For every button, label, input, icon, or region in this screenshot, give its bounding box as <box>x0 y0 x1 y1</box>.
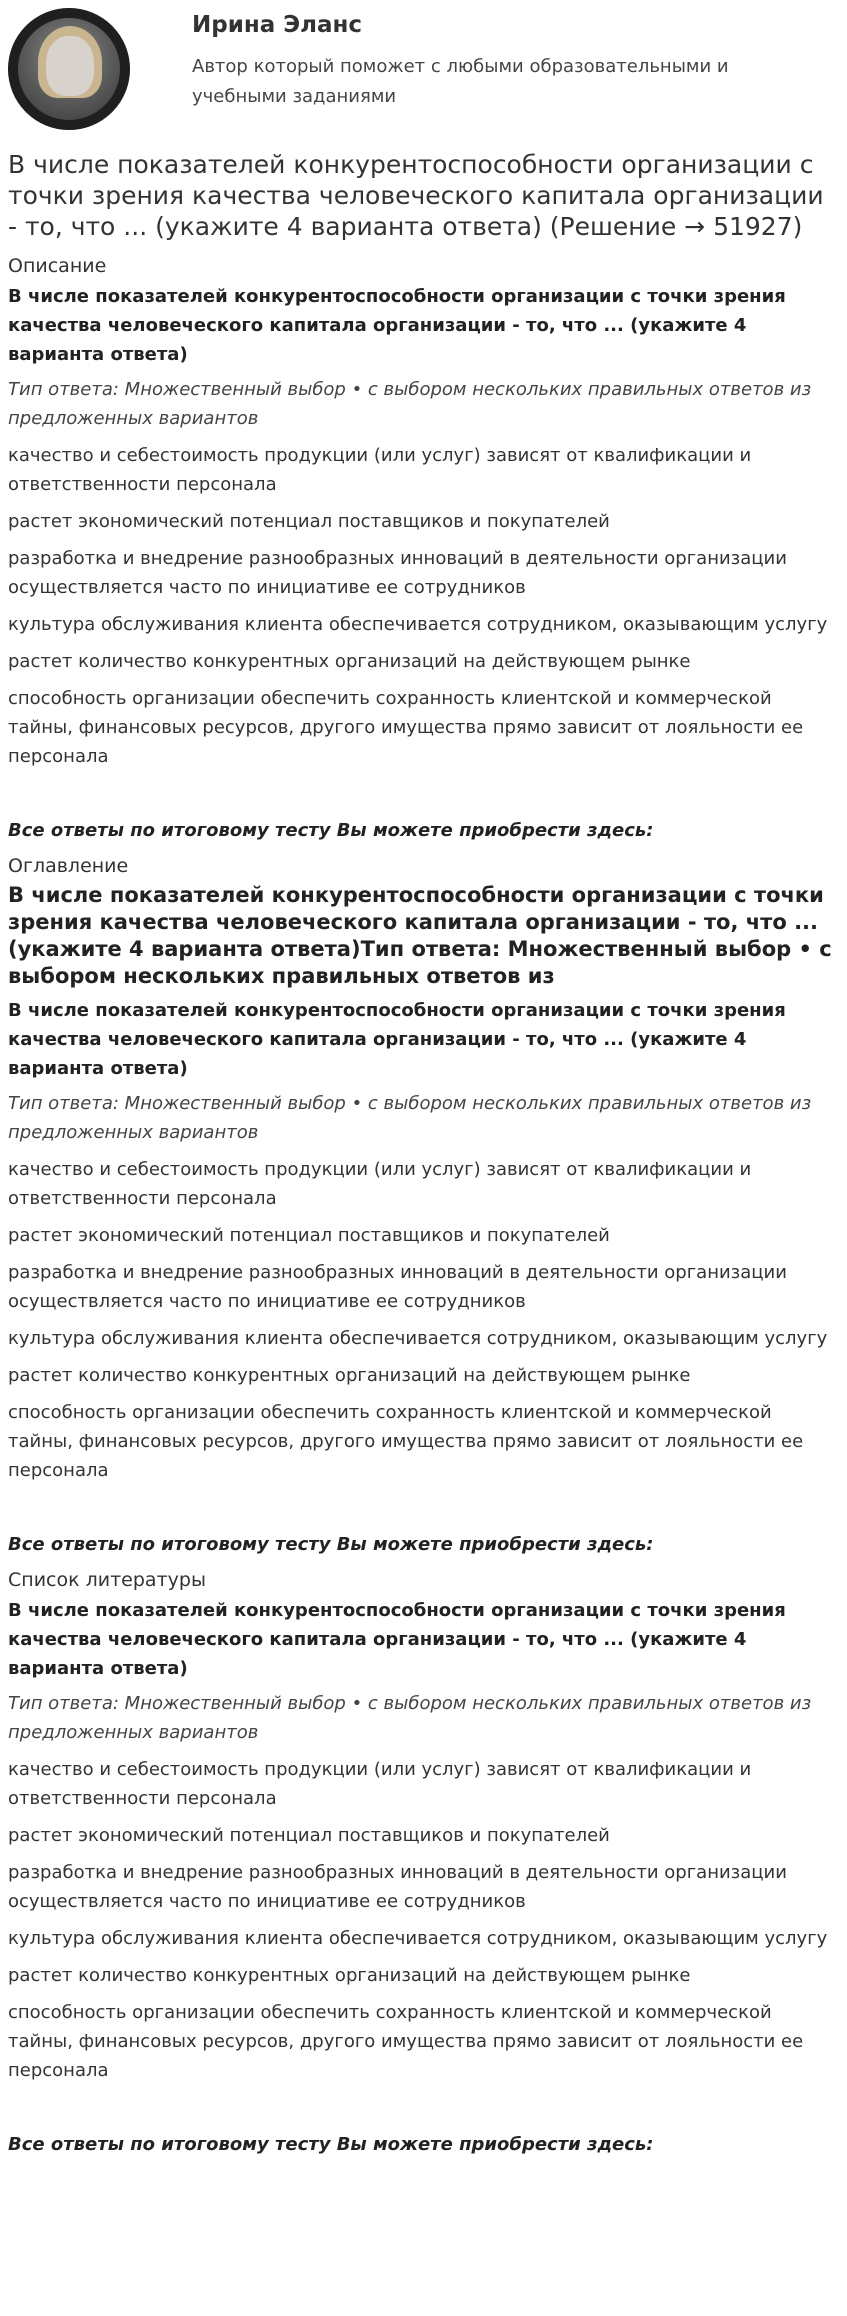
page-title: В числе показателей конкурентоспособности организации с точки зрения качества человеческого капитала организации - то, что ... (укажите 4 варианта ответа) (Решение → 51927) <box>8 150 824 241</box>
description-section <box>8 254 839 845</box>
question-text: В числе показателей конкурентоспособности организации с точки зрения качества человеческого капитала организации - то, что ... (укажите 4 варианта ответа) <box>8 1600 786 1679</box>
answer-option: разработка и внедрение разнообразных инноваций в деятельности организации осуществляется часто по инициативе ее сотрудников <box>8 1262 787 1312</box>
answer-option: разработка и внедрение разнообразных инноваций в деятельности организации осуществляется часто по инициативе ее сотрудников <box>8 548 787 598</box>
answer-option: растет экономический потенциал поставщиков и покупателей <box>8 1825 610 1846</box>
answer-option: культура обслуживания клиента обеспечивается сотрудником, оказывающим услугу <box>8 1328 828 1349</box>
answer-option: растет количество конкурентных организаций на действующем рынке <box>8 1365 691 1386</box>
toc-heading: В числе показателей конкурентоспособности организации с точки зрения качества человеческого капитала организации - то, что ... (укажите 4 варианта ответа)Тип ответа: Множественный выбор • с выбором нескольких правильных ответов из <box>8 883 832 988</box>
section-label-toc: Оглавление <box>8 855 129 877</box>
author-description: Автор который поможет с любыми образовательными и учебными заданиями <box>192 56 729 107</box>
answer-option: культура обслуживания клиента обеспечивается сотрудником, оказывающим услугу <box>8 1928 828 1949</box>
answer-option: разработка и внедрение разнообразных инноваций в деятельности организации осуществляется часто по инициативе ее сотрудников <box>8 1862 787 1912</box>
answer-type: Тип ответа: Множественный выбор • с выбором нескольких правильных ответов из предложенных вариантов <box>8 1693 812 1743</box>
answer-option: растет количество конкурентных организаций на действующем рынке <box>8 651 691 672</box>
answer-option: качество и себестоимость продукции (или услуг) зависят от квалификации и ответственности персонала <box>8 445 752 495</box>
section-label-description: Описание <box>8 255 107 277</box>
answer-option: растет количество конкурентных организаций на действующем рынке <box>8 1965 691 1986</box>
author-card <box>8 0 839 146</box>
answer-option: культура обслуживания клиента обеспечивается сотрудником, оказывающим услугу <box>8 614 828 635</box>
avatar[interactable] <box>8 8 130 130</box>
avatar-frame <box>8 8 130 130</box>
answer-type: Тип ответа: Множественный выбор • с выбором нескольких правильных ответов из предложенных вариантов <box>8 379 812 429</box>
answer-option: растет экономический потенциал поставщиков и покупателей <box>8 511 610 532</box>
buy-answers-text: Все ответы по итоговому тесту Вы можете приобрести здесь: <box>8 820 654 841</box>
answer-type: Тип ответа: Множественный выбор • с выбором нескольких правильных ответов из предложенных вариантов <box>8 1093 812 1143</box>
section-label-literature: Список литературы <box>8 1569 206 1591</box>
answer-option: качество и себестоимость продукции (или услуг) зависят от квалификации и ответственности персонала <box>8 1759 752 1809</box>
author-info <box>192 8 772 112</box>
answer-option: растет экономический потенциал поставщиков и покупателей <box>8 1225 610 1246</box>
buy-answers-text: Все ответы по итоговому тесту Вы можете приобрести здесь: <box>8 2134 654 2155</box>
answer-option: качество и себестоимость продукции (или услуг) зависят от квалификации и ответственности персонала <box>8 1159 752 1209</box>
question-text: В числе показателей конкурентоспособности организации с точки зрения качества человеческого капитала организации - то, что ... (укажите 4 варианта ответа) <box>8 286 786 365</box>
question-text: В числе показателей конкурентоспособности организации с точки зрения качества человеческого капитала организации - то, что ... (укажите 4 варианта ответа) <box>8 1000 786 1079</box>
page-end-spacer <box>8 2168 839 2188</box>
toc-section <box>8 854 839 1559</box>
buy-answers-text: Все ответы по итоговому тесту Вы можете приобрести здесь: <box>8 1534 654 1555</box>
answer-option: способность организации обеспечить сохранность клиентской и коммерческой тайны, финансовых ресурсов, другого имущества прямо зависит от лояльности ее персонала <box>8 1402 804 1481</box>
answer-option: способность организации обеспечить сохранность клиентской и коммерческой тайны, финансовых ресурсов, другого имущества прямо зависит от лояльности ее персонала <box>8 2002 804 2081</box>
literature-section <box>8 1568 839 2159</box>
answer-option: способность организации обеспечить сохранность клиентской и коммерческой тайны, финансовых ресурсов, другого имущества прямо зависит от лояльности ее персонала <box>8 688 804 767</box>
author-name[interactable]: Ирина Эланс <box>192 12 363 38</box>
